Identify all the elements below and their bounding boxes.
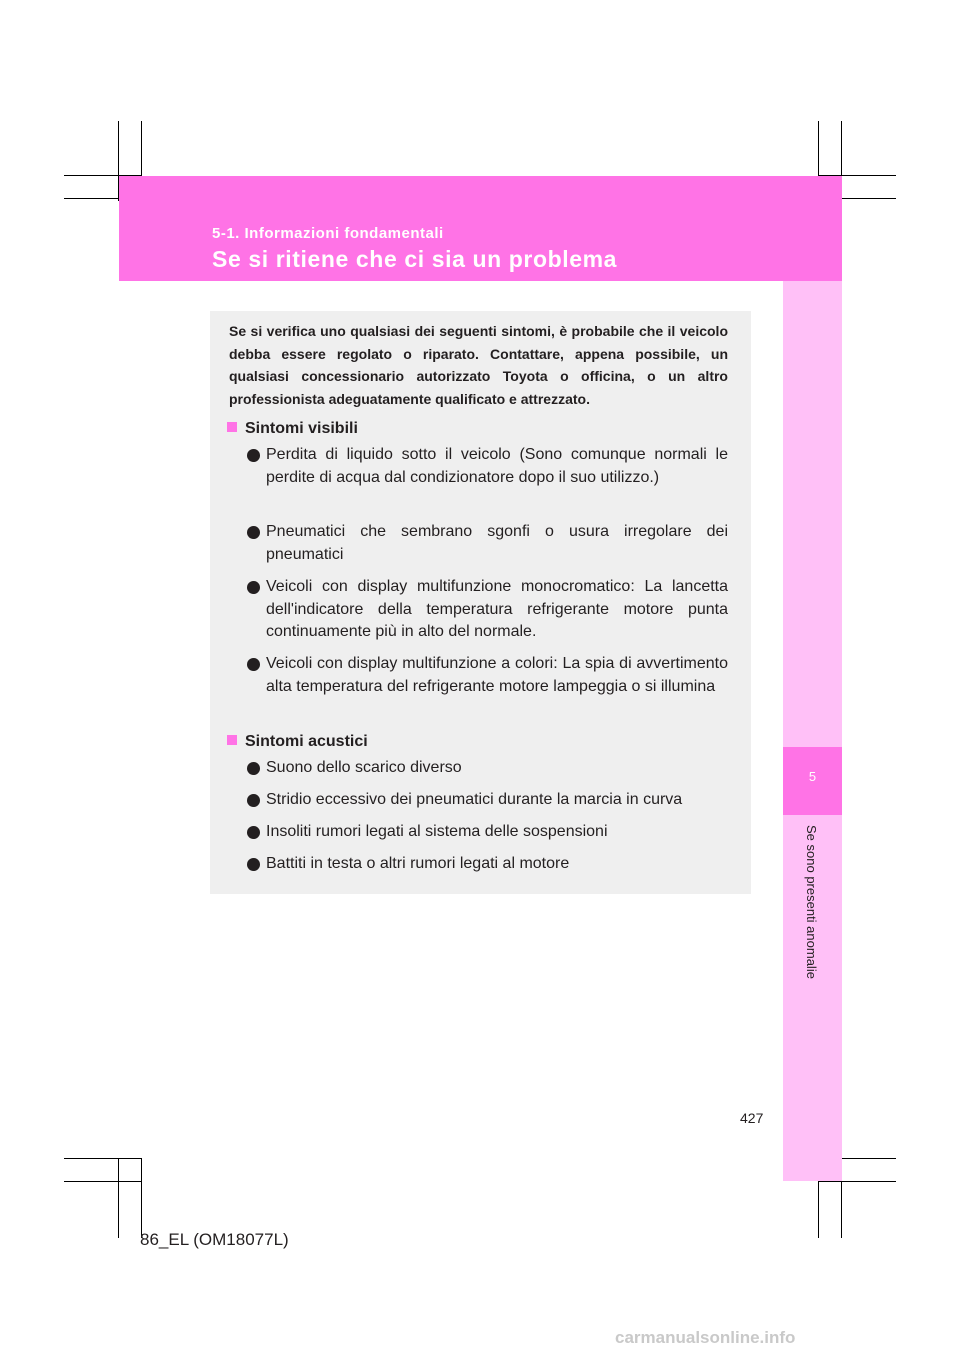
list-item	[247, 653, 728, 698]
page-title: Se si ritiene che ci sia un problema	[212, 246, 618, 272]
crop-mark	[141, 1158, 142, 1238]
page-header	[119, 176, 842, 281]
document-id: 86_EL (OM18077L)	[140, 1230, 289, 1249]
list-item	[247, 757, 728, 780]
section-heading-label: Sintomi acustici	[245, 733, 368, 750]
section-heading-label: Sintomi visibili	[245, 420, 358, 437]
chapter-number-block	[783, 747, 842, 815]
section-label: 5-1. Informazioni fondamentali	[212, 225, 444, 242]
crop-mark	[818, 1181, 896, 1182]
list-item	[247, 821, 728, 844]
list-item	[247, 521, 728, 566]
list-item-text: Veicoli con display multifunzione a colori: La spia di avvertimento alta temperatura del refrigerante motore lampeggia o si illumina	[266, 655, 728, 695]
list-item-text: Pneumatici che sembrano sgonfi o usura irregolare dei pneumatici	[266, 523, 728, 563]
list-item-text: Battiti in testa o altri rumori legati al motore	[266, 855, 570, 872]
bullet-dot-icon	[247, 449, 260, 462]
list-item	[247, 789, 728, 812]
list-item-text: Perdita di liquido sotto il veicolo (Sono comunque normali le perdite di acqua dal condizionatore dopo il suo utilizzo.)	[266, 446, 728, 486]
watermark: carmanualsonline.info	[615, 1328, 796, 1347]
list-item-text: Insoliti rumori legati al sistema delle sospensioni	[266, 823, 608, 840]
content-box	[210, 311, 751, 894]
chapter-side-tab	[783, 281, 842, 1181]
chapter-title: Se sono presenti anomalie	[804, 825, 819, 979]
bullet-dot-icon	[247, 794, 260, 807]
bullet-dot-icon	[247, 826, 260, 839]
crop-mark	[118, 1158, 119, 1238]
list-item-text: Suono dello scarico diverso	[266, 759, 462, 776]
section-heading-visible	[227, 420, 358, 438]
bullet-dot-icon	[247, 581, 260, 594]
list-item-text: Stridio eccessivo dei pneumatici durante la marcia in curva	[266, 791, 683, 808]
bullet-dot-icon	[247, 658, 260, 671]
intro-paragraph: Se si verifica uno qualsiasi dei seguenti sintomi, è probabile che il veicolo debba essere regolato o riparato. Contattare, appena possibile, un qualsiasi concessionario autorizzato Toyota o officina, o un altro professionista adeguatamente qualificato e attrezzato.	[229, 323, 728, 407]
bullet-dot-icon	[247, 858, 260, 871]
crop-mark	[64, 1158, 142, 1159]
bullet-dot-icon	[247, 762, 260, 775]
list-item	[247, 853, 728, 876]
section-heading-acoustic	[227, 733, 368, 751]
crop-mark	[64, 1181, 142, 1182]
chapter-title-vertical	[783, 825, 842, 1000]
page-number: 427	[740, 1110, 764, 1126]
list-item	[247, 576, 728, 644]
bullet-dot-icon	[247, 526, 260, 539]
square-bullet-icon	[227, 422, 237, 432]
square-bullet-icon	[227, 735, 237, 745]
chapter-number: 5	[808, 769, 817, 784]
list-item-text: Veicoli con display multifunzione monocromatico: La lancetta dell'indicatore della temperatura refrigerante motore punta continuamente più in alto del normale.	[266, 578, 728, 641]
list-item	[247, 444, 728, 489]
